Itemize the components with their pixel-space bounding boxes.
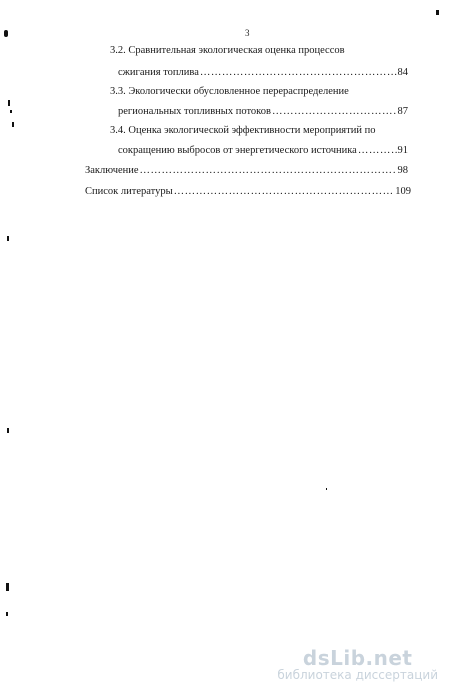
toc-entry-3-3-title-line1: 3.3. Экологически обусловленное перераспределение (110, 86, 349, 97)
dot-leader (174, 186, 395, 198)
toc-entry-text: Заключение (85, 165, 139, 176)
toc-page-number: 91 (397, 145, 408, 156)
toc-entry-references[interactable] (85, 186, 411, 198)
toc-page-number: 84 (397, 67, 408, 78)
scan-mark (7, 428, 9, 433)
scan-mark (4, 30, 8, 37)
toc-entry-3-4-title-line1: 3.4. Оценка экологической эффективности мероприятий по (110, 125, 376, 136)
watermark-tagline: библиотека диссертаций (277, 668, 438, 682)
toc-entry-3-3[interactable] (118, 106, 408, 118)
dot-leader (272, 106, 397, 118)
toc-entry-3-4[interactable] (118, 145, 408, 157)
dot-leader (358, 145, 397, 157)
scan-mark (10, 110, 12, 113)
scan-mark (12, 122, 14, 127)
watermark-brand: dsLib.net (302, 646, 413, 670)
dot-leader (140, 165, 397, 177)
page-number: 3 (245, 28, 250, 38)
toc-entry-text: региональных топливных потоков (118, 106, 271, 117)
toc-entry-3-2[interactable] (118, 67, 408, 79)
toc-entry-3-2-title-line1: 3.2. Сравнительная экологическая оценка процессов (110, 45, 345, 56)
toc-entry-text: Список литературы (85, 186, 173, 197)
toc-entry-text: сокращению выбросов от энергетического источника (118, 145, 357, 156)
toc-page-number: 98 (397, 165, 408, 176)
toc-entry-conclusion[interactable] (85, 165, 408, 177)
toc-entry-text: сжигания топлива (118, 67, 199, 78)
toc-page-number: 87 (397, 106, 408, 117)
scan-mark (6, 583, 9, 591)
dot-leader (200, 67, 397, 79)
scan-mark (326, 488, 327, 490)
watermark (277, 646, 438, 682)
scan-mark (8, 100, 10, 106)
scan-mark (436, 10, 439, 15)
toc-page-number: 109 (395, 186, 411, 197)
scan-mark (6, 612, 8, 616)
scan-mark (7, 236, 9, 241)
